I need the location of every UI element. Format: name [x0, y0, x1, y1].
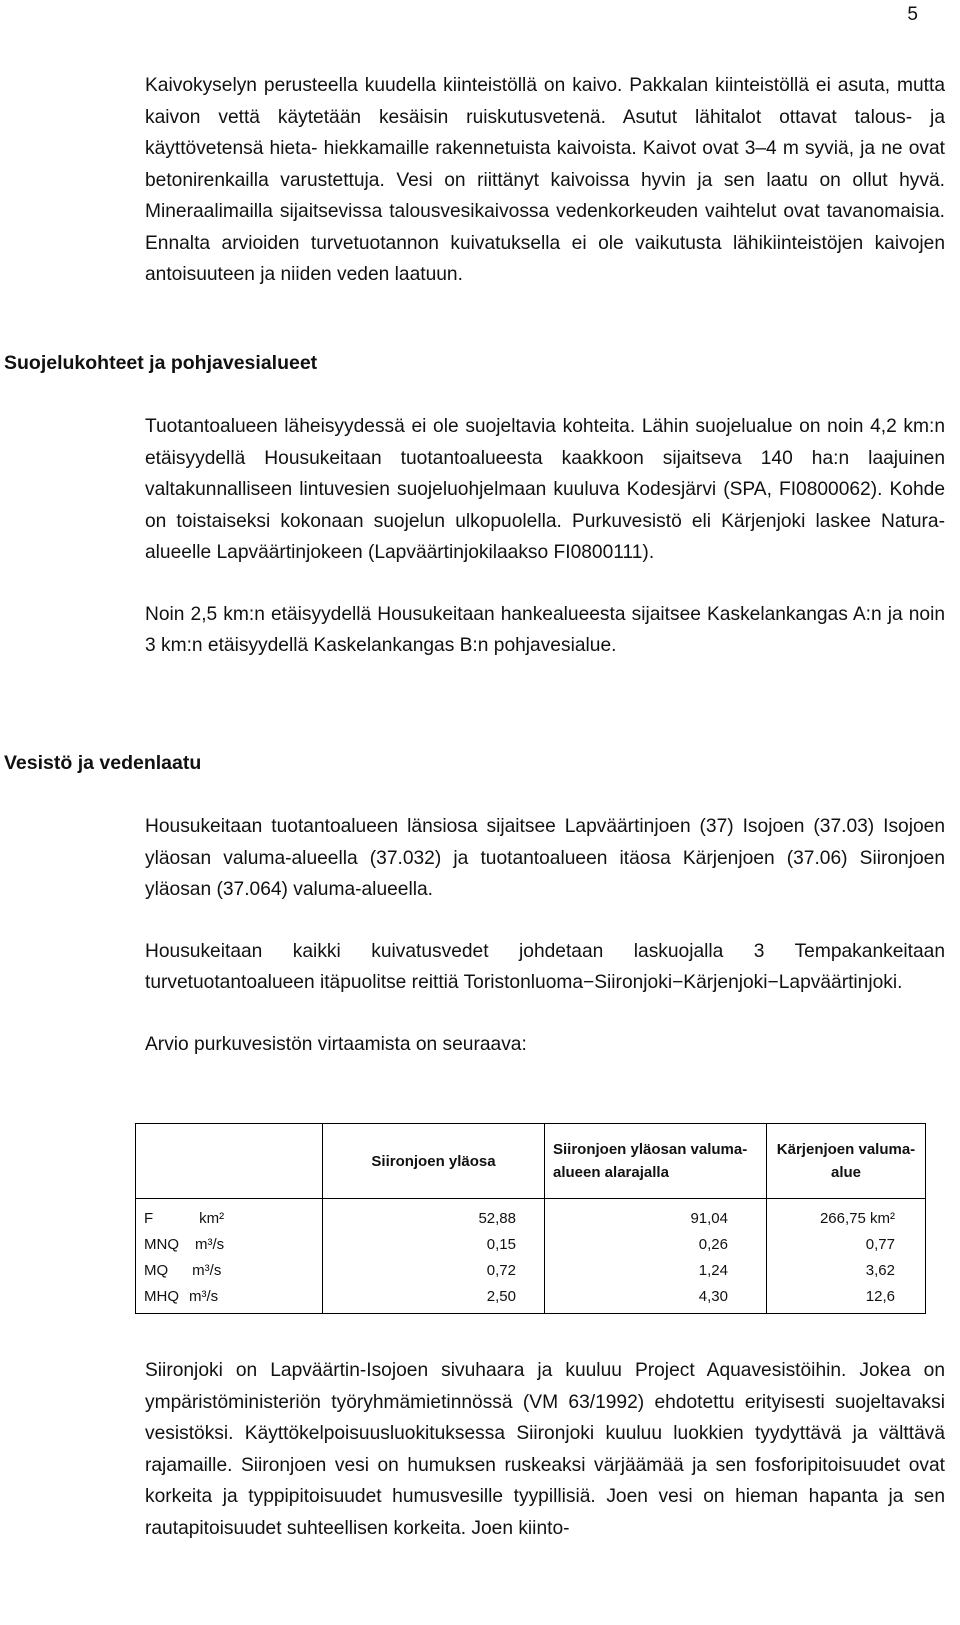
row-label: MHQ — [144, 1287, 179, 1305]
table-cell: 266,75 km² — [767, 1199, 926, 1232]
table-cell: 1,24 — [545, 1257, 767, 1283]
table-cell: 4,30 — [545, 1283, 767, 1314]
table-cell: 91,04 — [545, 1199, 767, 1232]
water-paragraph-1: Housukeitaan tuotantoalueen länsiosa sijaitsee Lapväärtinjoen (37) Isojoen (37.03) Isojoen yläosan valuma-alueella (37.032) ja tuotantoalueen itäosa Kärjenjoen (37.06) Siironjoen yläosan (37.064) valuma-alueella. — [145, 816, 945, 900]
row-label: F — [144, 1209, 154, 1227]
protection-heading: Suojelukohteet ja pohjavesialueet — [4, 352, 318, 374]
flow-table-header-lower-limit: Siironjoen yläosan valuma-alueen alarajalla — [545, 1124, 767, 1199]
page-number: 5 — [907, 4, 918, 25]
row-unit: km² — [199, 1209, 225, 1227]
table-cell: 0,15 — [323, 1231, 545, 1257]
row-unit: m³/s — [195, 1235, 225, 1253]
intro-section — [145, 70, 945, 291]
table-row — [136, 1257, 926, 1283]
row-label-cell — [136, 1199, 323, 1232]
water-paragraph-4: Siironjoki on Lapväärtin-Isojoen sivuhaara ja kuuluu Project Aquavesistöihin. Jokea on ympäristöministeriön työryhmämietinnössä (VM 63/1992) ehdotettu erityisesti suojeltavaksi vesistöksi. Käyttökelpoisuusluokituksessa Siironjoki kuuluu luokkien tyydyttävä ja välttävä rajamaille. Siironjoen vesi on humuksen ruskeaksi värjäämää ja sen fosforipitoisuudet ovat korkeita ja typpipitoisuudet humusvesille tyypillisiä. Joen vesi on hieman hapanta ja sen rautapitoisuudet suhteellisen korkeita. Joen kiinto- — [145, 1360, 945, 1539]
table-cell: 52,88 — [323, 1199, 545, 1232]
table-row — [136, 1283, 926, 1314]
row-unit: m³/s — [192, 1261, 222, 1279]
water-paragraph-2: Housukeitaan kaikki kuivatusvedet johdetaan laskuojalla 3 Tempakankeitaan turvetuotantoalueen itäpuolitse reittiä Toristonluoma−Siironjoki−Kärjenjoki−Lapväärtinjoki. — [145, 940, 945, 993]
protection-paragraph-1: Tuotantoalueen läheisyydessä ei ole suojeltavia kohteita. Lähin suojelualue on noin 4,2 km:n etäisyydellä Housukeitaan tuotantoalueesta kaakkoon sijaitseva 140 ha:n laajuinen valtakunnalliseen lintuvesien suojeluohjelmaan kuuluva Kodesjärvi (SPA, FI0800062). Kohde on toistaiseksi kokonaan suojelun ulkopuolella. Purkuvesistö eli Kärjenjoki laskee Natura-alueelle Lapväärtinjokeen (Lapväärtinjokilaakso FI0800111). — [145, 416, 945, 563]
flow-table-header-row — [136, 1124, 926, 1199]
flow-table — [135, 1123, 926, 1314]
table-row — [136, 1199, 926, 1232]
table-row — [136, 1231, 926, 1257]
row-label-cell — [136, 1231, 323, 1257]
row-unit: m³/s — [189, 1287, 219, 1305]
table-cell: 12,6 — [767, 1283, 926, 1314]
water-section — [145, 811, 945, 1060]
siironjoki-section — [145, 1355, 945, 1544]
row-label: MNQ — [144, 1235, 179, 1253]
table-cell: 3,62 — [767, 1257, 926, 1283]
water-paragraph-3: Arvio purkuvesistön virtaamista on seuraava: — [145, 1033, 527, 1055]
protection-section — [145, 411, 945, 662]
table-cell: 0,72 — [323, 1257, 545, 1283]
table-cell: 2,50 — [323, 1283, 545, 1314]
table-cell: 0,77 — [767, 1231, 926, 1257]
row-label: MQ — [144, 1261, 169, 1279]
table-cell: 0,26 — [545, 1231, 767, 1257]
protection-paragraph-2: Noin 2,5 km:n etäisyydellä Housukeitaan hankealueesta sijaitsee Kaskelankangas A:n ja noin 3 km:n etäisyydellä Kaskelankangas B:n pohjavesialue. — [145, 603, 945, 656]
water-heading: Vesistö ja vedenlaatu — [4, 752, 202, 774]
flow-table-header-empty — [136, 1124, 323, 1199]
row-label-cell — [136, 1283, 323, 1314]
wells-paragraph: Kaivokyselyn perusteella kuudella kiinteistöllä on kaivo. Pakkalan kiinteistöllä ei asuta, mutta kaivon vettä käytetään kesäisin ruiskutusvetenä. Asutut lähitalot ottavat talous- ja käyttövetensä hieta- hiekkamaille rakennetuista kaivoista. Kaivot ovat 3–4 m syviä, ja ne ovat betonirenkailla varustettuja. Vesi on riittänyt kaivoissa hyvin ja sen laatu on ollut hyvä. Mineraalimailla sijaitsevissa talousvesikaivossa vedenkorkeuden vaihtelut ovat tavanomaisia. Ennalta arvioiden turvetuotannon kuivatuksella ei ole vaikutusta lähikiinteistöjen kaivojen antoisuuteen ja niiden veden laatuun. — [145, 75, 945, 285]
flow-table-header-karjenjoki: Kärjenjoen valuma-alue — [767, 1124, 926, 1199]
row-label-cell — [136, 1257, 323, 1283]
flow-table-header-upper: Siironjoen yläosa — [323, 1124, 545, 1199]
